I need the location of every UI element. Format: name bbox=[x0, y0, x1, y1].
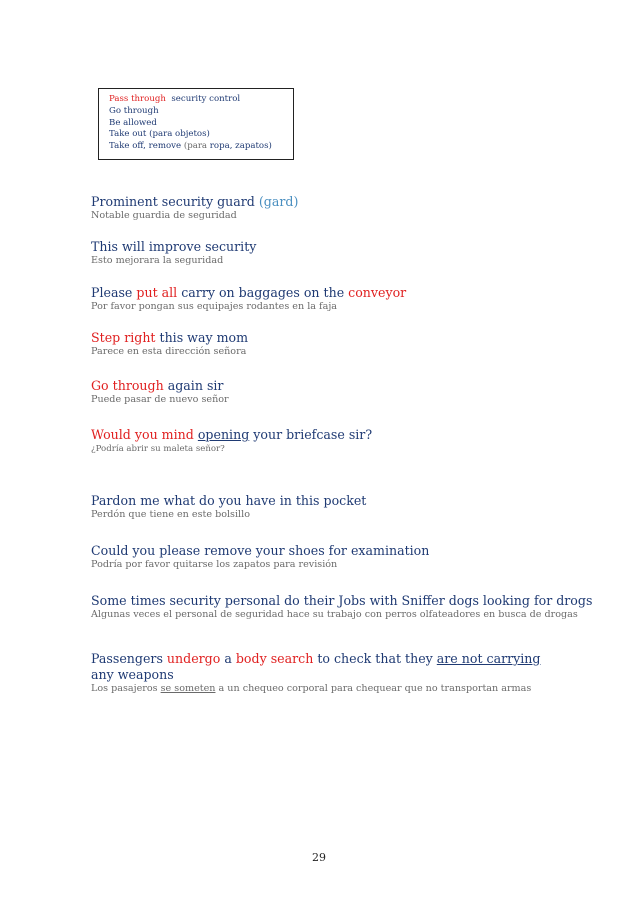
phrase-entry-6 bbox=[91, 427, 601, 455]
phrase-entry-10 bbox=[91, 651, 601, 695]
phrase-spanish: Algunas veces el personal de seguridad hace su trabajo con perros olfateadores en busca de drogas bbox=[91, 609, 578, 620]
phrase-english: Go through again sir bbox=[91, 378, 224, 393]
phrase-spanish: Perdón que tiene en este bolsillo bbox=[91, 509, 250, 520]
phrase-english: Prominent security guard (gard) bbox=[91, 194, 299, 209]
phrase-english: Passengers undergo a body search to check that they are not carrying any weapons bbox=[91, 651, 541, 682]
vocab-line-1: Pass through security control bbox=[109, 94, 241, 104]
phrase-entry-9 bbox=[91, 593, 601, 621]
phrase-spanish: Parece en esta dirección señora bbox=[91, 346, 247, 357]
phrase-entry-2 bbox=[91, 239, 601, 267]
phrase-entry-1 bbox=[91, 194, 601, 222]
vocab-line-3: Be allowed bbox=[109, 117, 157, 128]
vocab-line-2: Go through bbox=[109, 105, 159, 116]
phrase-english: This will improve security bbox=[91, 239, 257, 254]
phrase-english: Step right this way mom bbox=[91, 330, 249, 345]
phrase-english: Could you please remove your shoes for examination bbox=[91, 543, 430, 558]
phrase-entry-5 bbox=[91, 378, 601, 406]
phrase-spanish: Podría por favor quitarse los zapatos para revisión bbox=[91, 559, 338, 570]
phrase-english: Some times security personal do their Jobs with Sniffer dogs looking for drogs bbox=[91, 593, 593, 608]
vocab-line-5: Take off, remove (para ropa, zapatos) bbox=[109, 141, 272, 152]
phrase-entry-7 bbox=[91, 493, 601, 521]
phrase-entry-8 bbox=[91, 543, 601, 571]
phrase-spanish: Puede pasar de nuevo señor bbox=[91, 394, 229, 405]
phrase-entry-3 bbox=[91, 285, 601, 313]
vocabulary-box bbox=[98, 88, 294, 160]
phrase-english: Pardon me what do you have in this pocket bbox=[91, 493, 367, 508]
phrase-spanish: Los pasajeros se someten a un chequeo corporal para chequear que no transportan armas bbox=[91, 683, 532, 694]
phrase-entry-4 bbox=[91, 330, 601, 358]
page-number: 29 bbox=[312, 851, 326, 864]
phrase-spanish: ¿Podría abrir su maleta señor? bbox=[91, 444, 225, 454]
phrase-spanish: Por favor pongan sus equipajes rodantes en la faja bbox=[91, 301, 338, 312]
phrase-english: Please put all carry on baggages on the conveyor bbox=[91, 285, 407, 300]
vocab-line-4: Take out (para objetos) bbox=[109, 129, 210, 140]
phrase-spanish: Notable guardia de seguridad bbox=[91, 210, 237, 221]
phrase-spanish: Esto mejorara la seguridad bbox=[91, 255, 224, 266]
phrase-english: Would you mind opening your briefcase sir? bbox=[91, 427, 373, 442]
